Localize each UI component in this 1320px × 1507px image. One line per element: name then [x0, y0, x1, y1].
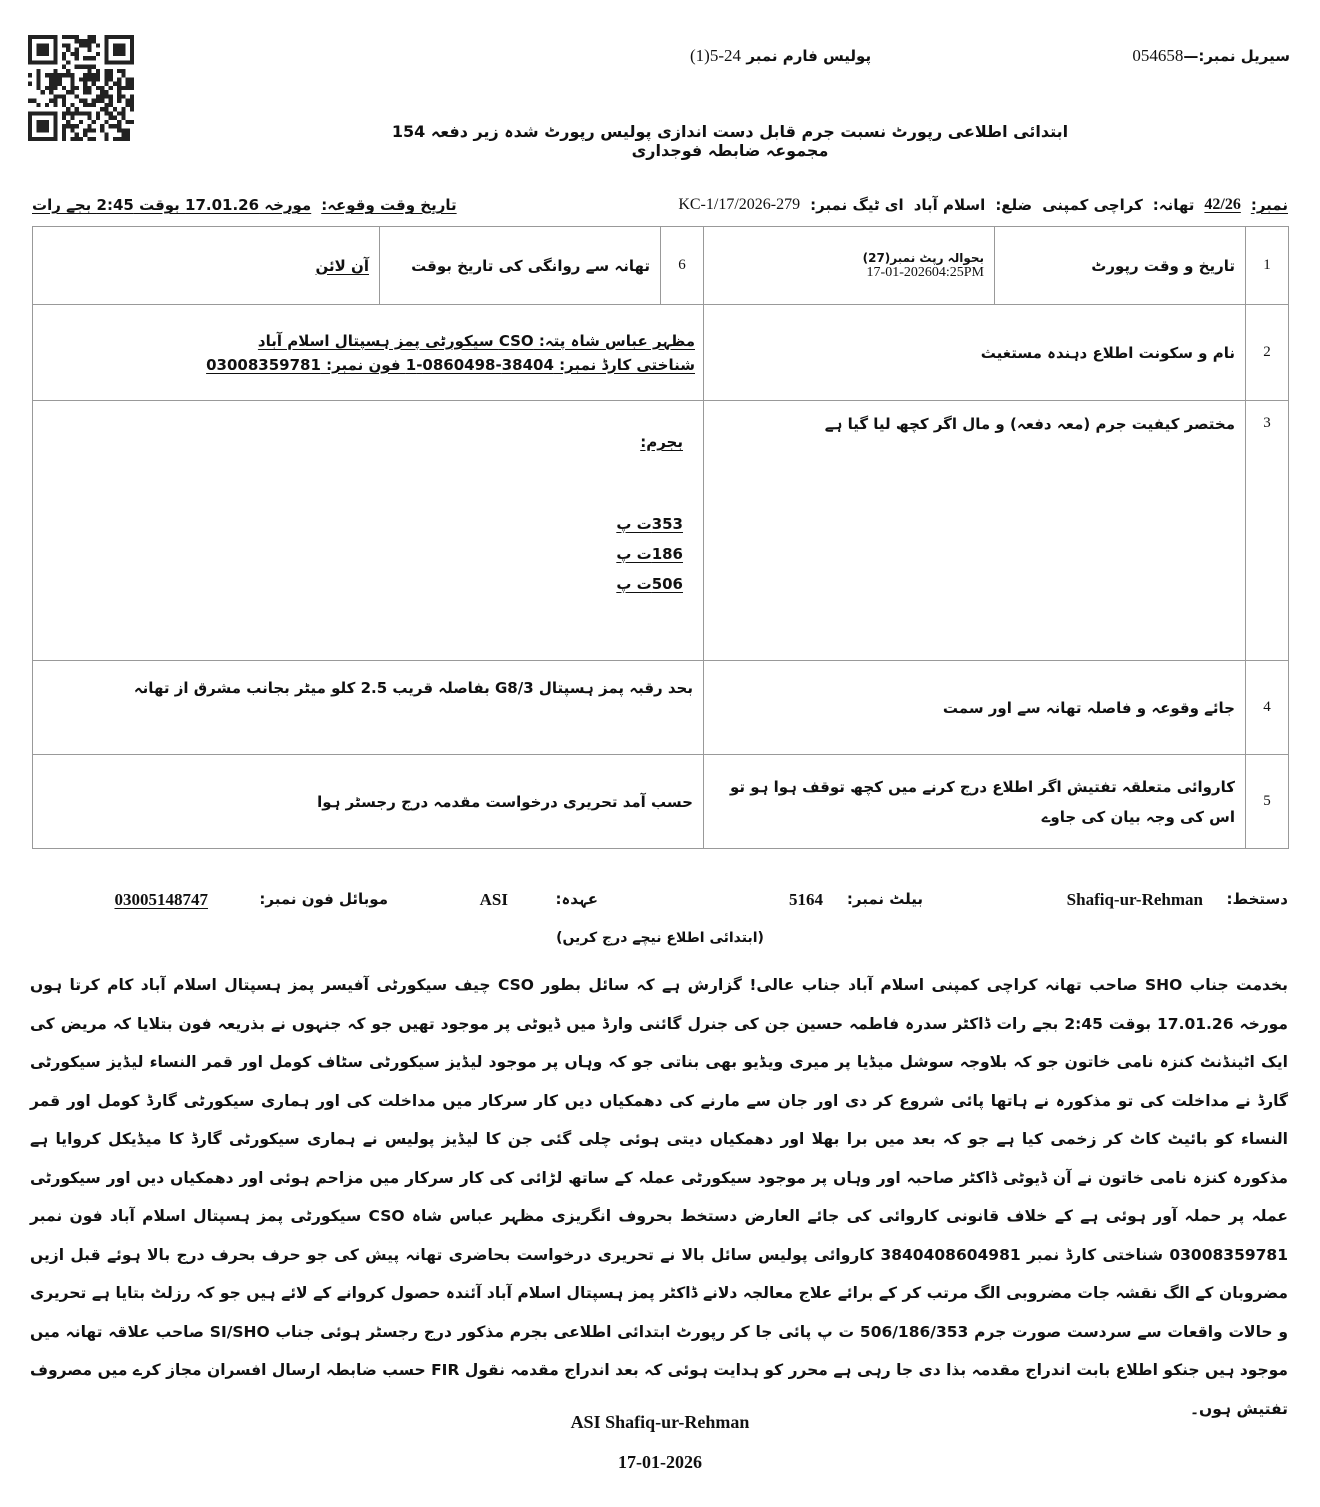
crime-section: 506ت پ — [616, 575, 683, 593]
signature-date: 17-01-2026 — [618, 1452, 702, 1472]
serial-value: 054658 — [1132, 46, 1184, 65]
row-number: 3 — [1246, 401, 1289, 661]
report-reference: بحوالہ رپٹ نمبر(27) — [862, 250, 984, 265]
row-number: 6 — [661, 227, 704, 305]
signature-label: دستخط: — [1226, 890, 1288, 908]
qr-code-icon — [28, 35, 134, 141]
row-label: تھانہ سے روانگی کی تاریخ بوقت — [380, 227, 661, 305]
table-row — [33, 401, 1289, 661]
officer-name: Shafiq-ur-Rehman — [1066, 890, 1203, 909]
mobile-label: موبائل فون نمبر: — [259, 890, 388, 908]
officer-rank: ASI — [479, 890, 508, 909]
district-label: ضلع: — [995, 196, 1033, 214]
police-form-number — [690, 46, 871, 66]
belt-label: بیلٹ نمبر: — [846, 890, 923, 908]
table-row — [33, 227, 1289, 305]
table-row — [33, 305, 1289, 401]
document-heading: ابتدائی اطلاعی رپورٹ نسبت جرم قابل دست اندازی پولیس رپورٹ شدہ زیر دفعہ 154 مجموعہ ضابطہ فوجداری — [391, 122, 1069, 160]
row-label: کاروائی متعلقہ تفتیش اگر اطلاع درج کرنے میں کچھ توقف ہوا ہو تو اس کی وجہ بیان کی جاوے — [704, 755, 1246, 849]
fir-no-value: 42/26 — [1204, 196, 1241, 213]
crime-sections-cell — [33, 401, 704, 661]
row-label: نام و سکونت اطلاع دہندہ مستغیث — [704, 305, 1246, 401]
crime-section: 186ت پ — [616, 545, 683, 563]
occurrence-value: مورخہ 17.01.26 بوقت 2:45 بجے رات — [32, 196, 312, 214]
mobile-number: 03005148747 — [114, 890, 208, 909]
row-number: 1 — [1246, 227, 1289, 305]
departure-value: آن لائن — [33, 227, 380, 305]
serial-number — [1132, 46, 1290, 66]
fir-meta-row — [32, 190, 1288, 220]
first-information-note: (ابتدائی اطلاع نیچے درج کریں) — [556, 930, 764, 946]
row-number: 4 — [1246, 661, 1289, 755]
form-value: 24-5(1) — [690, 46, 742, 65]
action-value: حسب آمد تحریری درخواست مقدمہ درج رجسٹر ہوا — [33, 755, 704, 849]
police-station-label: تھانہ: — [1152, 196, 1195, 214]
officer-info-row — [60, 890, 1288, 920]
crime-heading: بجرم: — [640, 433, 683, 451]
signature-name: ASI Shafiq-ur-Rehman — [570, 1412, 750, 1432]
district-value: اسلام آباد — [913, 196, 986, 214]
row-label: تاریخ و وقت رپورٹ — [995, 227, 1246, 305]
police-station-value: کراچی کمپنی — [1042, 196, 1143, 214]
occurrence-label: تاریخ وقت وقوعہ: — [321, 196, 457, 214]
crime-section: 353ت پ — [616, 515, 683, 533]
report-datetime-cell — [704, 227, 995, 305]
complainant-cell — [33, 305, 704, 401]
row-number: 5 — [1246, 755, 1289, 849]
occurrence-info — [32, 196, 457, 214]
complaint-narrative: بخدمت جناب SHO صاحب تھانہ کراچی کمپنی اسلام آباد جناب عالی! گزارش ہے کہ سائل بطور CSO چیف سیکورٹی آفیسر پمز ہسپتال اسلام آباد کام کرتا ہوں مورخہ 17.01.26 بوقت 2:45 بجے رات ڈاکٹر سدرہ فاطمہ حسین جن کی جنرل گائنی وارڈ میں ڈیوٹی پر موجود تھیں جو کہ جنہوں نے بذریعہ فون بتلایا کہ مریض کی ایک اٹینڈنٹ کنزہ نامی خاتون جو کہ بلاوجہ سوشل میڈیا پر میری ویڈیو بھی بناتی جو کہ وہاں پر موجود لیڈیز سیکورٹی سٹاف کومل اور قمر النساء لیڈیز سیکورٹی گارڈ نے مداخلت کی تو مذکورہ نے ہاتھا پائی شروع کر دی اور جان سے مارنے کی دھمکیاں دیں کار سرکار میں مداخلت کی اور ہماری سیکورٹی گارڈ کومل اور قمر النساء کو بائیٹ کاٹ کر زخمی کیا ہے جو کہ بعد میں برا بھلا اور دھمکیاں دیتی ہوئی چلی گئی جن کا لیڈیز پولیس نے ہماری سیکورٹی گارڈ کا میڈیکل کروایا ہے مذکورہ کنزہ نامی خاتون نے آن ڈیوٹی ڈاکٹر صاحبہ اور وہاں پر موجود سیکورٹی عملہ کے ساتھ لڑائی کی کار سرکار میں مزاحم ہوئی اور دھمکیاں دیں اور سیکورٹی عملہ پر حملہ آور ہوئی ہے کے خلاف قانونی کاروائی کی جائے العارض دستخط بحروف انگریزی مظہر عباس شاہ CSO سیکورٹی پمز ہسپتال اسلام آباد فون نمبر 03008359781 شناختی کارڈ نمبر 3840408604981 کاروائی پولیس سائل بالا نے تحریری درخواست بحاضری تھانہ پیش کی جو حرف بحرف درج بالا ہوئے قبل ازیں مضروبان کے الگ نقشہ جات مضروبی الگ مرتب کر کے برائے علاج معالجہ دلانے ڈاکٹر پمز ہسپتال اسلام آباد آئندہ حصول کروانے کے لائے ہیں جو کہ رزلٹ بتایا ہے تحریری و حالات واقعات سے سردست صورت جرم 506/186/353 ت پ پائی جا کر رپورٹ ابتدائی اطلاعی بجرم مذکور درج رجسٹر ہوئی جناب SI/SHO صاحب علاقہ تھانہ میں موجود ہیں جنکو اطلاع بابت اندراج مقدمہ بذا دی جا رہی ہے محرر کو ہدایت ہوئی کہ بعد اندراج مقدمہ نقول FIR حسب ضابطہ ارسال افسران مجاز کرے میں مصروف تفتیش ہوں۔ — [30, 976, 1289, 1418]
fir-no-label: نمبر: — [1250, 196, 1288, 214]
rank-label: عہدہ: — [555, 890, 598, 908]
table-row — [33, 755, 1289, 849]
fir-details-table — [32, 226, 1289, 849]
form-label: پولیس فارم نمبر — [746, 47, 872, 65]
row-label: جائے وقوعہ و فاصلہ تھانہ سے اور سمت — [704, 661, 1246, 755]
serial-label: سیریل نمبر:— — [1183, 47, 1290, 65]
etag-label: ای ٹیگ نمبر: — [810, 196, 904, 214]
table-row — [33, 661, 1289, 755]
fir-identifiers — [678, 196, 1288, 214]
report-datetime: 17-01-202604:25PM — [866, 264, 984, 280]
etag-value: KC-1/17/2026-279 — [678, 196, 801, 213]
complainant-cnic-phone: شناختی کارڈ نمبر: 38404-0860498-1 فون نمبر: 03008359781 — [206, 355, 695, 374]
occurrence-place-value: بحد رقبہ پمز ہسپتال G8/3 بفاصلہ قریب 2.5 کلو میٹر بجانب مشرق از تھانہ — [33, 661, 704, 755]
row-number: 2 — [1246, 305, 1289, 401]
complainant-name-address: مظہر عباس شاہ پتہ: CSO سیکورٹی پمز ہسپتال اسلام آباد — [257, 331, 695, 350]
row-label: مختصر کیفیت جرم (معہ دفعہ) و مال اگر کچھ لیا گیا ہے — [704, 401, 1246, 661]
belt-number: 5164 — [789, 890, 823, 909]
